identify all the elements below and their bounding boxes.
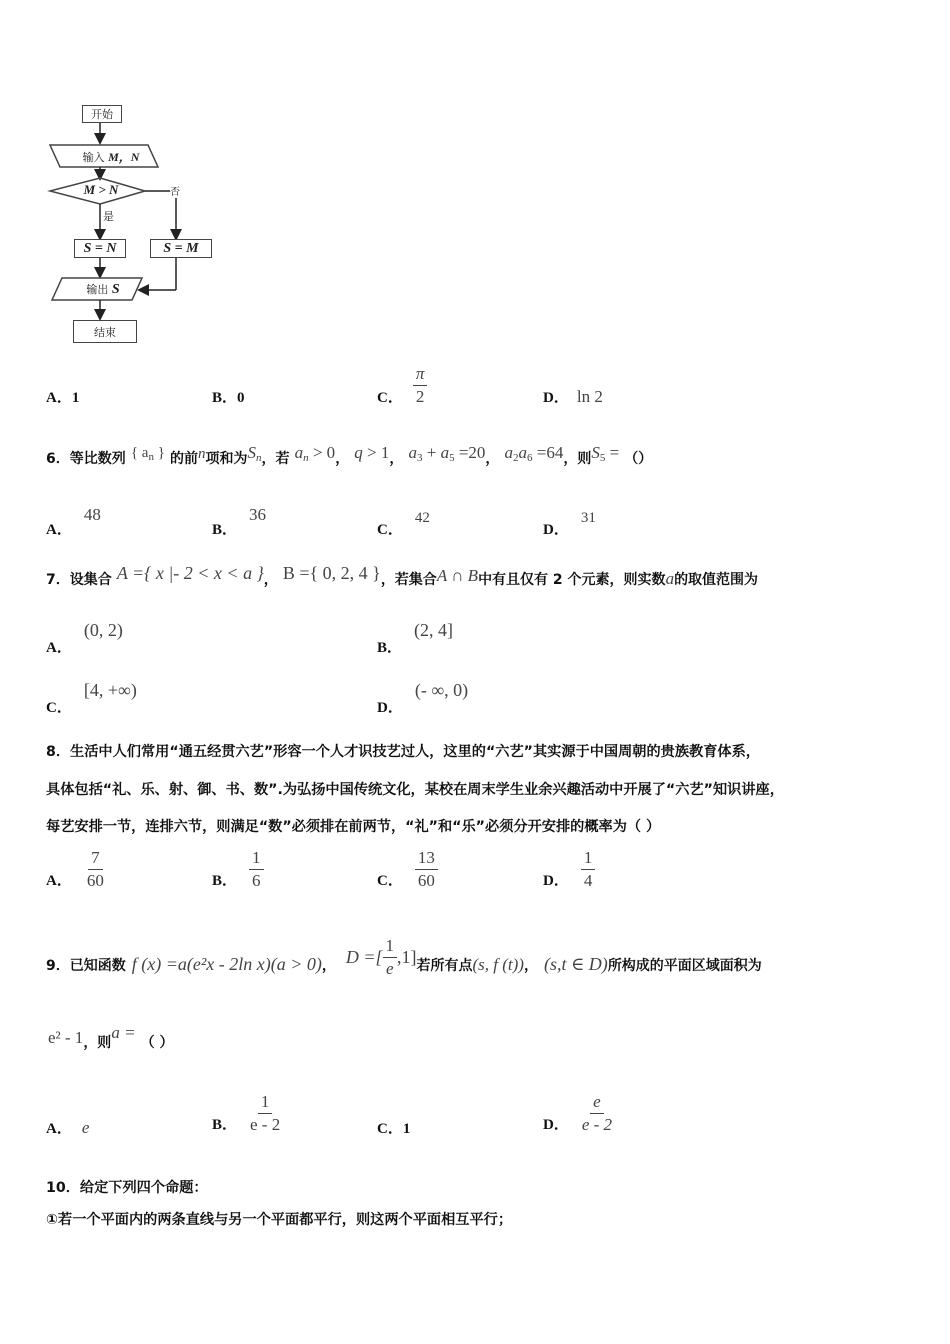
question-10-prop-1: ①若一个平面内的两条直线与另一个平面都平行，则这两个平面相互平行； bbox=[46, 1212, 513, 1228]
flowchart-condition: M > N bbox=[83, 182, 119, 197]
q9-option-d[interactable]: D． $\frac{e}{e - 2}$ bbox=[543, 1092, 613, 1134]
q6-option-a[interactable]: A．48 bbox=[46, 505, 101, 538]
q9-option-a[interactable]: A． e bbox=[46, 1118, 90, 1137]
q7-option-c[interactable]: C．[4, +∞) bbox=[46, 680, 137, 716]
q5-option-d[interactable]: D． ln 2 bbox=[543, 387, 603, 406]
q8-line-2: 具体包括“礼、乐、射、御、书、数”.为弘扬中国传统文化，某校在周末学生业余兴趣活动中开展了“六艺”知识讲座， bbox=[46, 782, 784, 798]
flowchart-start: 开始 bbox=[82, 105, 122, 123]
q5-option-a[interactable]: A．1 bbox=[46, 390, 80, 406]
question-9: 9． 已知函数 f (x) =a(e²x - 2ln x)(a > 0) ， D =[ $\frac{1}{e}$ ,1] 若所有点 (s, f (t)) ， (s,t ∈ D) 所构成的平面区域面积为 bbox=[46, 936, 762, 978]
q8-option-a[interactable]: A． $\frac{7}{60}$ bbox=[46, 848, 104, 890]
flowchart-no-box: S = M bbox=[150, 239, 212, 258]
q8-line-1: 8．生活中人们常用“通五经贯六艺”形容一个人才识技艺过人，这里的“六艺”其实源于中国周朝的贵族教育体系， bbox=[46, 744, 760, 760]
q8-option-d[interactable]: D． $\frac{1}{4}$ bbox=[543, 848, 595, 890]
question-6: 6．等比数列 { $a_n$ } 的前n项和为$S_n$，若 $a_n > 0$， q > 1， $a_3 + a_5 =20$， $a_2a_6 =64$，则$S_5$ = （） bbox=[46, 443, 653, 467]
flowchart-yes-box: S = N bbox=[74, 239, 126, 258]
q7-option-d[interactable]: D．(- ∞, 0) bbox=[377, 680, 469, 716]
q8-line-3: 每艺安排一节，连排六节，则满足“数”必须排在前两节，“礼”和“乐”必须分开安排的概率为（ ） bbox=[46, 819, 661, 835]
question-10-title: 10．给定下列四个命题： bbox=[46, 1180, 208, 1196]
q5-option-c[interactable]: C． $\frac{\pi}{2}$ bbox=[377, 364, 427, 407]
q6-option-d[interactable]: D．31 bbox=[543, 510, 596, 538]
question-9-cont: e² - 1，则a = （ ） bbox=[48, 1023, 174, 1051]
q6-option-b[interactable]: B．36 bbox=[212, 505, 267, 538]
question-7: 7．设集合 A ={ x |- 2 < x < a }， B ={ 0, 2, 4 }，若集合A ∩ B中有且仅有 2 个元素，则实数a的取值范围为 bbox=[46, 563, 759, 588]
q8-option-c[interactable]: C． $\frac{13}{60}$ bbox=[377, 848, 438, 890]
q6-option-c[interactable]: C．42 bbox=[377, 510, 430, 538]
q7-option-b[interactable]: B．(2, 4] bbox=[377, 620, 454, 656]
flowchart-output: 输出 S bbox=[86, 282, 120, 297]
q9-option-b[interactable]: B． $\frac{1}{e - 2}$ bbox=[212, 1092, 281, 1134]
flowchart-no-label: 否 bbox=[170, 183, 180, 198]
flowchart-connectors bbox=[40, 100, 240, 350]
flowchart-yes-label: 是 bbox=[103, 210, 114, 223]
flowchart bbox=[40, 100, 240, 350]
flowchart-input: 输入 M，N bbox=[82, 150, 140, 164]
q7-option-a[interactable]: A．(0, 2) bbox=[46, 620, 123, 656]
q8-option-b[interactable]: B． $\frac{1}{6}$ bbox=[212, 848, 264, 890]
q9-option-c[interactable]: C．1 bbox=[377, 1121, 411, 1137]
q5-option-b[interactable]: B．0 bbox=[212, 390, 245, 406]
flowchart-end: 结束 bbox=[73, 320, 137, 343]
